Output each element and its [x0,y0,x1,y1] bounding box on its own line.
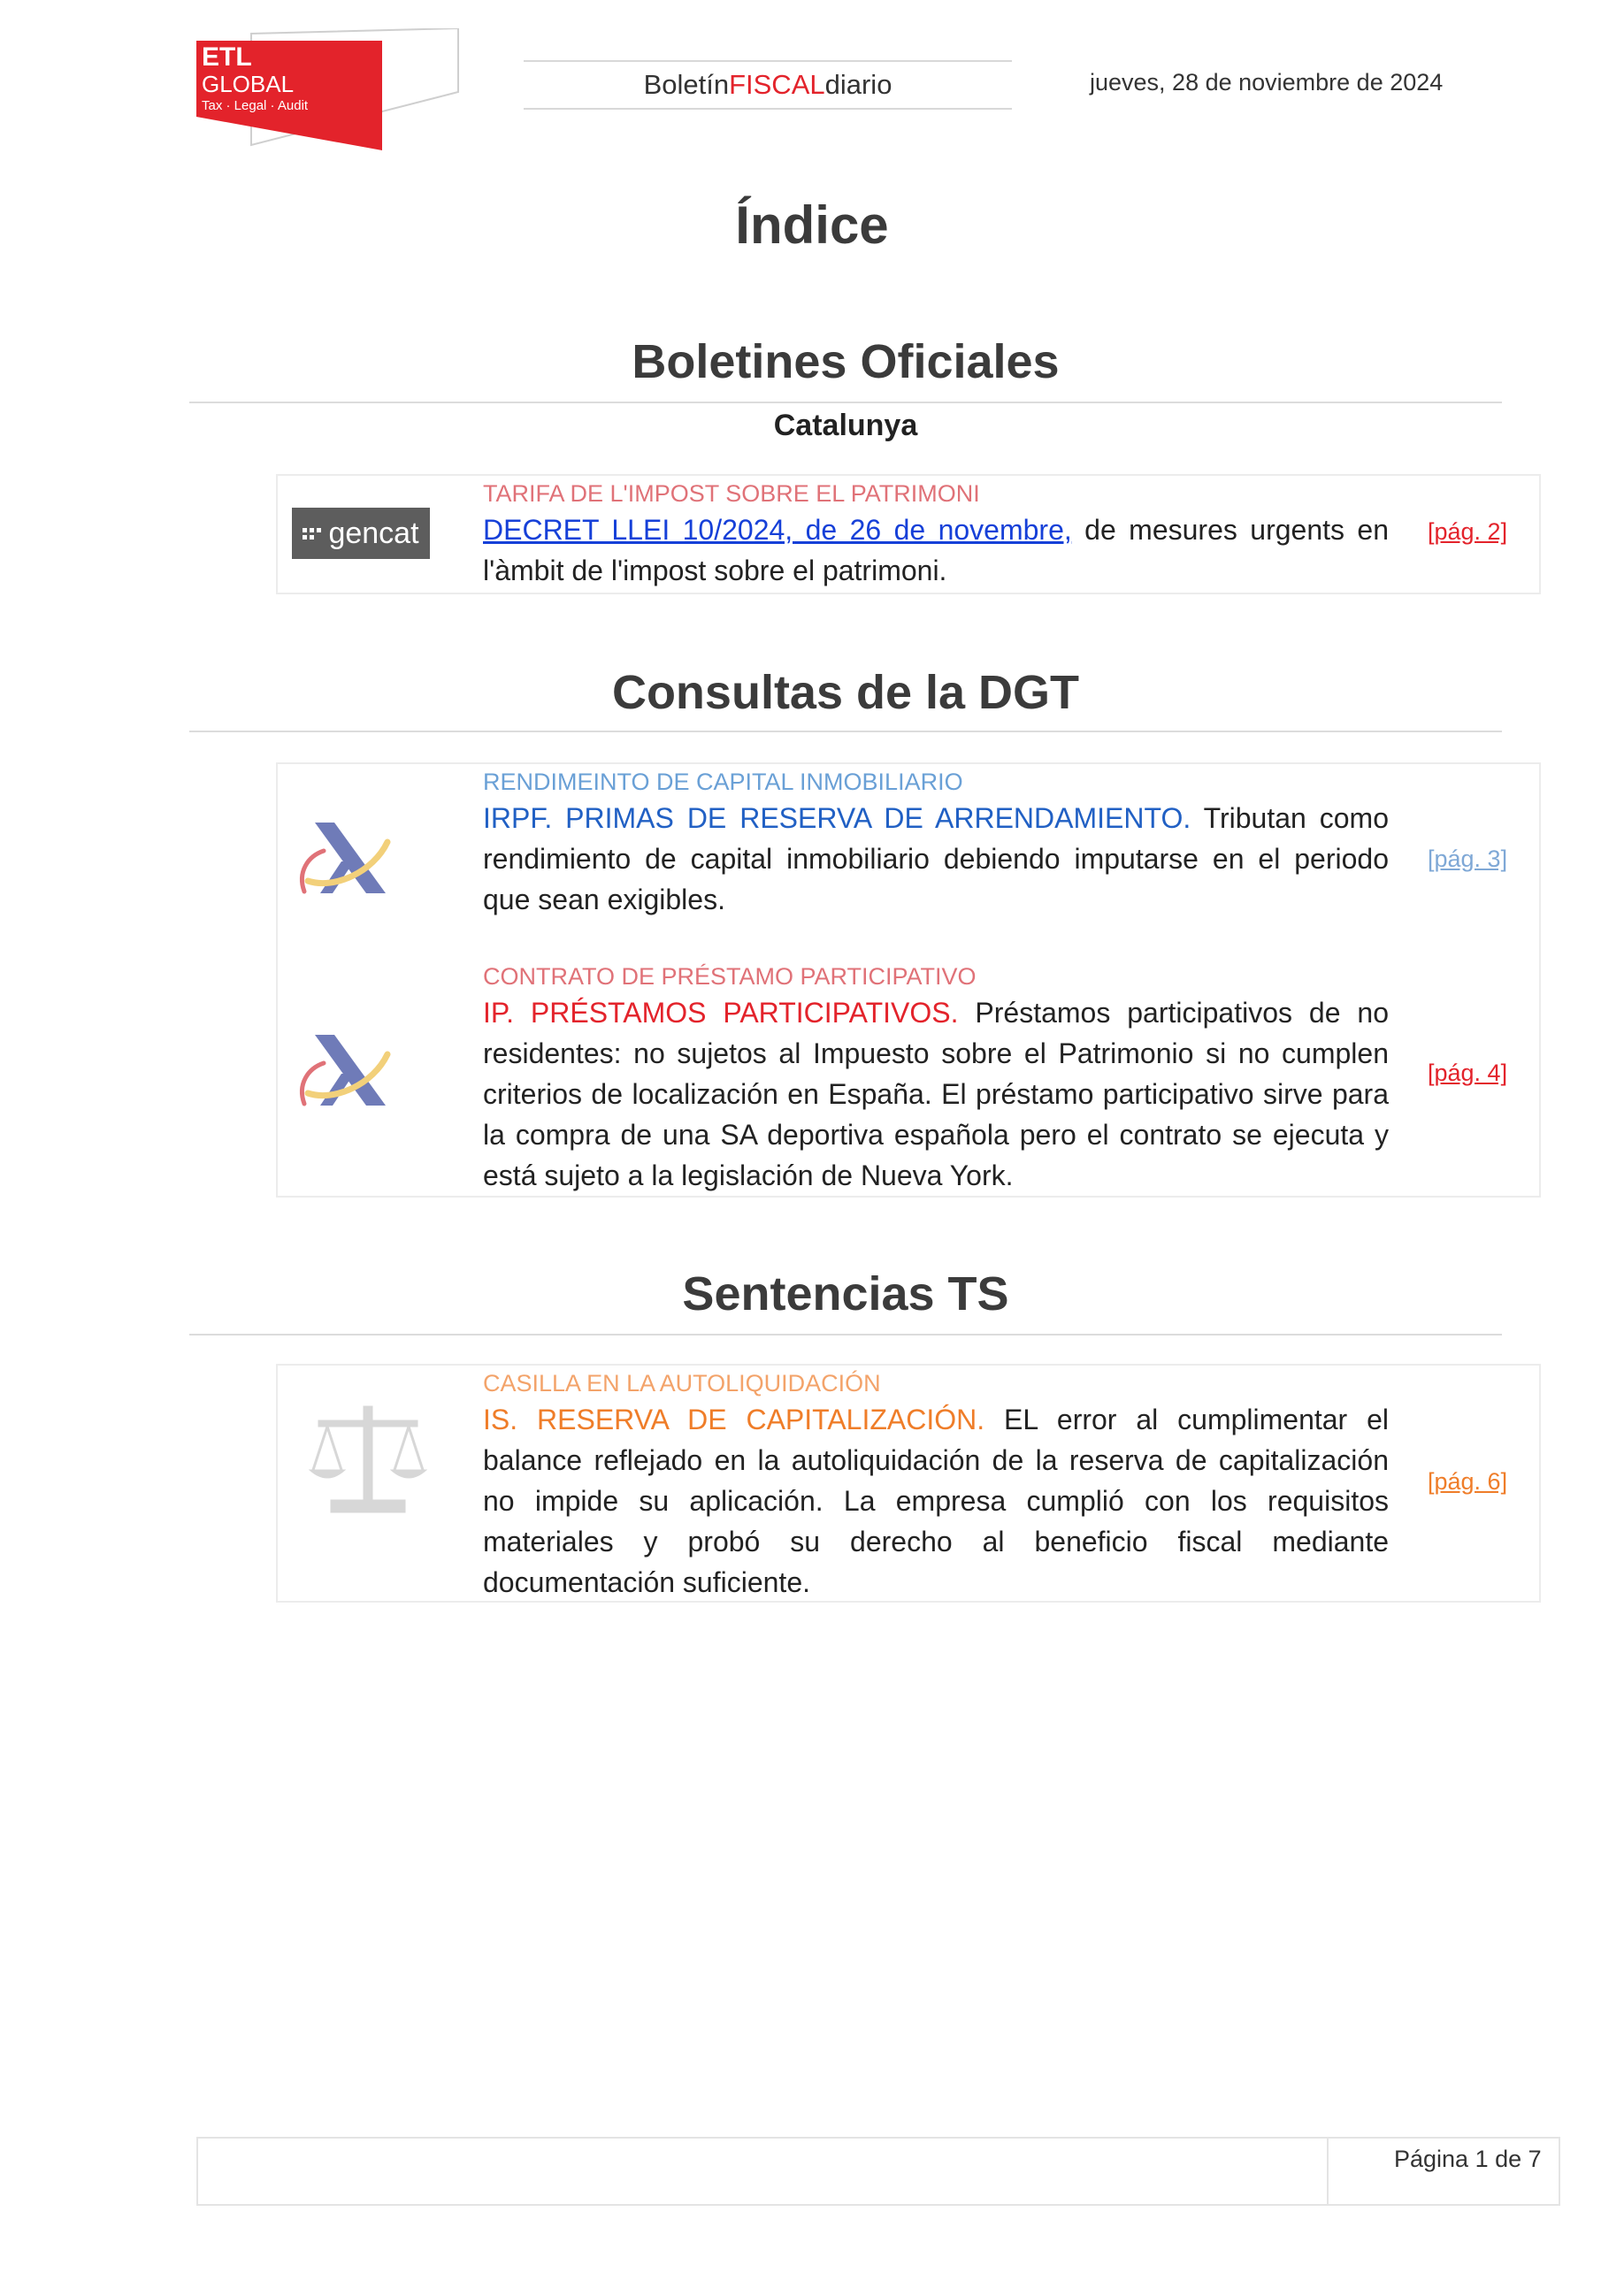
entry-text: Tributan como rendimiento de capital inmobiliario debiendo imputarse en el periodo que sean exigibles. [483,802,1390,915]
bulletin-title [524,60,1012,110]
dgt-entry-2 [483,960,1389,1196]
bulletin-title-accent: FISCAL [729,69,825,100]
page-ref-link[interactable]: [pág. 3] [1428,846,1508,872]
footer-divider [1327,2137,1329,2206]
section-divider [189,731,1502,732]
bulletin-title-part1: Boletín [643,69,730,100]
dgt-entry-1 [483,766,1389,920]
logo-line2: GLOBAL [202,71,295,97]
index-title: Índice [735,195,889,255]
agencia-tributaria-icon [288,1022,395,1120]
logo-line3: Tax · Legal · Audit [202,98,309,113]
entry-summary [483,509,1389,591]
ts-entry [483,1367,1389,1603]
section-title-ts: Sentencias TS [682,1267,1009,1320]
gencat-dots-icon [303,528,321,540]
page-ref-link[interactable]: [pág. 4] [1428,1060,1508,1086]
bulletin-date: jueves, 28 de noviembre de 2024 [1090,69,1444,96]
entry-category: CONTRATO DE PRÉSTAMO PARTICIPATIVO [483,963,977,990]
entry-lead: IRPF. PRIMAS DE RESERVA DE ARRENDAMIENTO. [483,802,1191,834]
entry-lead: IS. RESERVA DE CAPITALIZACIÓN. [483,1404,985,1435]
bulletin-title-part2: diario [824,69,892,100]
boletines-entry [483,478,1389,591]
entry-lead: IP. PRÉSTAMOS PARTICIPATIVOS. [483,997,959,1029]
entry-text: de mesures urgents en l'àmbit de l'impost sobre el patrimoni. [483,514,1390,586]
page-ref-link[interactable]: [pág. 6] [1428,1468,1508,1495]
entry-summary [483,1399,1389,1603]
section-title-boletines: Boletines Oficiales [632,335,1060,388]
logo-line1: ETL [202,42,252,72]
entry-summary [483,798,1389,920]
section-subtitle-catalunya: Catalunya [773,409,918,442]
entry-category: CASILLA EN LA AUTOLIQUIDACIÓN [483,1370,881,1397]
entry-text: Préstamos participativos de no residentes: no sujetos al Impuesto sobre el Patrimonio si no cumplen criterios de localización en España. El préstamo participativo sirve para la compra de una SA deportiva española pero el contrato se ejecuta y está sujeto a la legislación de Nueva York. [483,997,1390,1191]
page-number: Página 1 de 7 [1394,2146,1542,2172]
scales-icon [304,1401,432,1518]
gencat-logo-text: gencat [328,516,419,550]
entry-summary [483,992,1389,1196]
gencat-logo [292,508,430,559]
etl-global-logo [196,28,462,152]
section-title-dgt: Consultas de la DGT [611,666,1080,719]
entry-text: EL error al cumplimentar el balance reflejado en la autoliquidación de la reserva de capitalización no impide su aplicación. La empresa cumplió con los requisitos materiales y probó su derecho al beneficio fiscal mediante documentación suficiente. [483,1404,1390,1598]
section-divider [189,402,1502,403]
agencia-tributaria-icon [288,810,395,907]
entry-category: TARIFA DE L'IMPOST SOBRE EL PATRIMONI [483,480,980,507]
entry-category: RENDIMEINTO DE CAPITAL INMOBILIARIO [483,769,963,795]
section-divider [189,1334,1502,1336]
page-ref-link[interactable]: [pág. 2] [1428,518,1508,545]
decret-link[interactable]: DECRET LLEI 10/2024, de 26 de novembre, [483,514,1072,546]
footer-box [196,2137,1560,2206]
